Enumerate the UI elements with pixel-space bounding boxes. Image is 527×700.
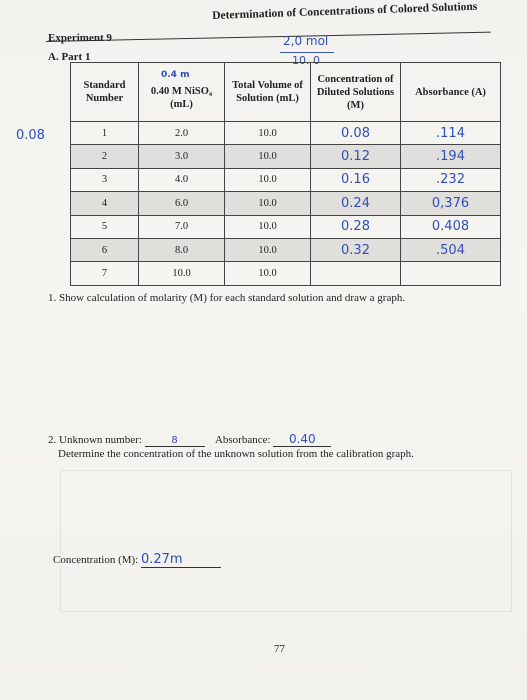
cell-conc: 0.28 <box>311 215 401 238</box>
absorbance-field[interactable]: 0.40 <box>273 432 331 447</box>
header-nis-label: 0.40 M NiSO₄ (mL) <box>150 86 213 110</box>
cell-nis: 10.0 <box>139 262 225 285</box>
cell-abs: .504 <box>401 238 501 261</box>
cell-abs: 0,376 <box>401 192 501 215</box>
table-row <box>71 215 501 238</box>
table-row <box>71 262 501 285</box>
cell-abs: .232 <box>401 168 501 191</box>
cell-std: 7 <box>71 262 139 285</box>
cell-std: 2 <box>71 145 139 168</box>
handwritten-margin-note: 0.08 <box>16 128 45 143</box>
question-2-instruction: Determine the concentration of the unknown solution from the calibration graph. <box>58 448 414 460</box>
cell-abs: 0.408 <box>401 215 501 238</box>
page-number: 77 <box>274 643 285 655</box>
cell-total: 10.0 <box>225 215 311 238</box>
header-standard-number: Standard Number <box>71 63 139 122</box>
table-row <box>71 192 501 215</box>
cell-std: 5 <box>71 215 139 238</box>
header-total-volume: Total Volume of Solution (mL) <box>225 63 311 122</box>
cell-conc: 0.32 <box>311 238 401 261</box>
question-2 <box>48 432 331 447</box>
cell-abs <box>401 262 501 285</box>
graph-area <box>60 470 512 612</box>
table-header-row <box>71 63 501 122</box>
cell-std: 1 <box>71 122 139 145</box>
cell-nis: 7.0 <box>139 215 225 238</box>
cell-total: 10.0 <box>225 168 311 191</box>
concentration-label: Concentration (M): <box>53 554 139 566</box>
question-2-label: 2. Unknown number: <box>48 434 142 446</box>
cell-std: 6 <box>71 238 139 261</box>
cell-conc: 0.24 <box>311 192 401 215</box>
handwritten-nis-note: 0.4 m <box>161 70 190 80</box>
cell-abs: .194 <box>401 145 501 168</box>
table-row <box>71 145 501 168</box>
cell-total: 10.0 <box>225 122 311 145</box>
page-title: Determination of Concentrations of Colored Solutions <box>212 0 478 22</box>
cell-nis: 3.0 <box>139 145 225 168</box>
cell-nis: 6.0 <box>139 192 225 215</box>
table-row <box>71 122 501 145</box>
standards-table <box>70 62 501 286</box>
table-row <box>71 238 501 261</box>
concentration-answer <box>53 552 221 568</box>
cell-abs: .114 <box>401 122 501 145</box>
header-rule <box>46 32 491 42</box>
cell-conc: 0.12 <box>311 145 401 168</box>
cell-nis: 2.0 <box>139 122 225 145</box>
absorbance-label: Absorbance: <box>214 434 271 446</box>
handwritten-fraction-denominator: 10. 0 <box>292 54 320 67</box>
cell-nis: 4.0 <box>139 168 225 191</box>
experiment-label: Experiment 9 <box>48 32 112 44</box>
handwritten-fraction-line <box>280 52 334 53</box>
table-row <box>71 168 501 191</box>
concentration-field[interactable]: 0.27m <box>141 552 221 568</box>
cell-std: 3 <box>71 168 139 191</box>
header-concentration: Concentration of Diluted Solutions (M) <box>311 63 401 122</box>
cell-conc: 0.16 <box>311 168 401 191</box>
cell-total: 10.0 <box>225 192 311 215</box>
cell-conc <box>311 262 401 285</box>
cell-conc: 0.08 <box>311 122 401 145</box>
unknown-number-field[interactable]: 8 <box>145 435 205 447</box>
handwritten-fraction-numerator: 2,0 mol <box>283 34 329 48</box>
cell-total: 10.0 <box>225 262 311 285</box>
cell-std: 4 <box>71 192 139 215</box>
question-1: 1. Show calculation of molarity (M) for each standard solution and draw a graph. <box>48 292 406 304</box>
part-label: A. Part 1 <box>48 51 91 63</box>
cell-nis: 8.0 <box>139 238 225 261</box>
cell-total: 10.0 <box>225 238 311 261</box>
header-absorbance: Absorbance (A) <box>401 63 501 122</box>
cell-total: 10.0 <box>225 145 311 168</box>
header-nis-volume <box>139 63 225 122</box>
